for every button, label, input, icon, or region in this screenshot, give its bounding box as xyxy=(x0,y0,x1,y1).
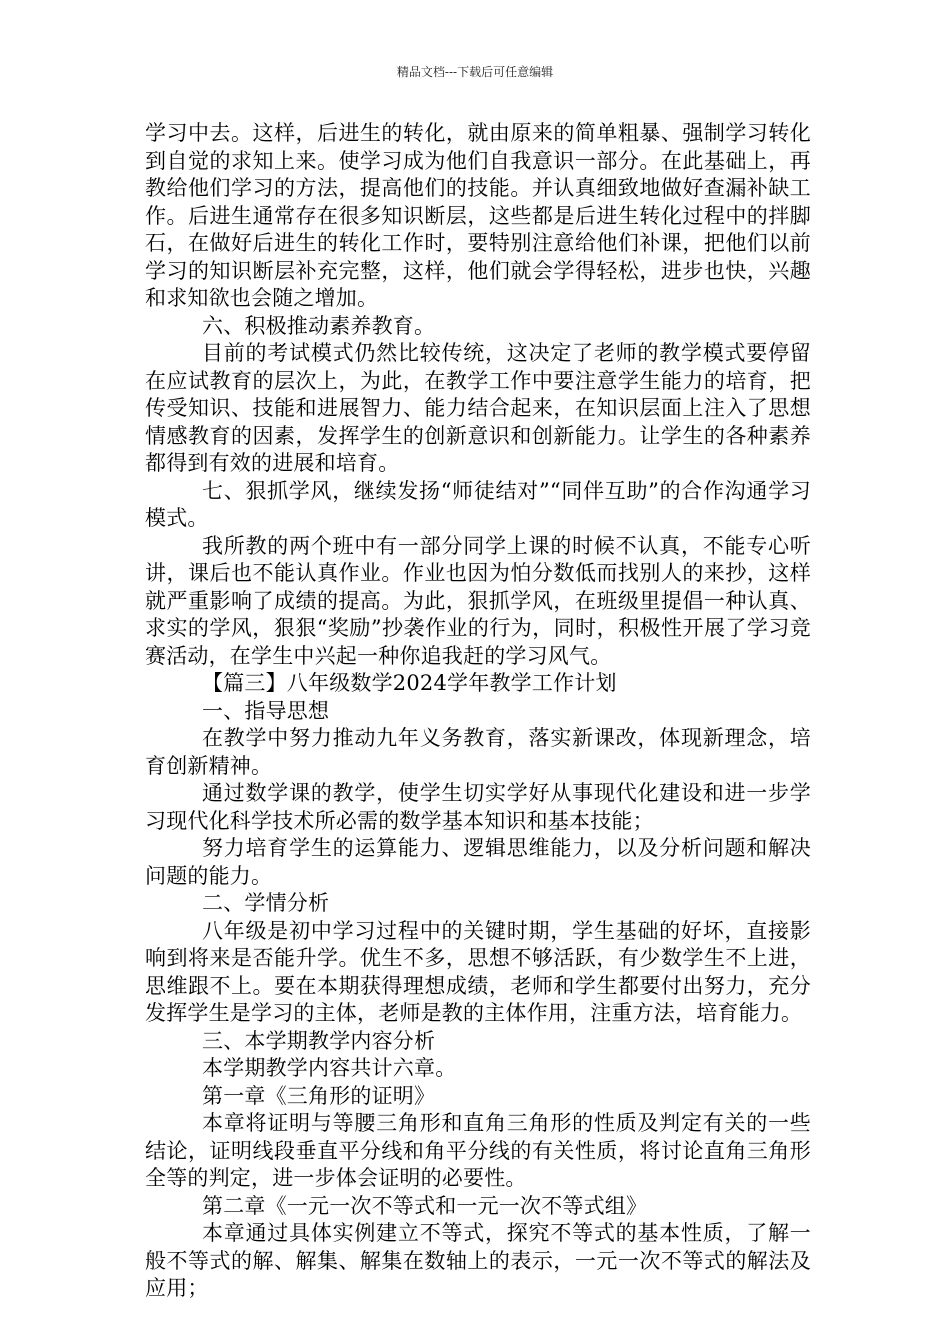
paragraph: 本章将证明与等腰三角形和直角三角形的性质及判定有关的一些结论，证明线段垂直平分线和角平分线的有关性质，将讨论直角三角形全等的判定，进一步体会证明的必要性。 xyxy=(145,1111,811,1190)
paragraph: 努力培育学生的运算能力、逻辑思维能力，以及分析问题和解决问题的能力。 xyxy=(145,836,811,888)
section-heading-7: 七、狠抓学风，继续发扬“师徒结对”“同伴互助”的合作沟通学习模式。 xyxy=(145,478,811,530)
paragraph-continued: 学习中去。这样，后进生的转化，就由原来的简单粗暴、强制学习转化到自觉的求知上来。使学习成为他们自我意识一部分。在此基础上，再教给他们学习的方法，提高他们的技能。并认真细致地做好查漏补缺工作。后进生通常存在很多知识断层，这些都是后进生转化过程中的拌脚石，在做好后进生的转化工作时，要特别注意给他们补课，把他们以前学习的知识断层补充完整，这样，他们就会学得轻松，进步也快，兴趣和求知欲也会随之增加。 xyxy=(145,121,811,310)
paragraph: 通过数学课的教学，使学生切实学好从事现代化建设和进一步学习现代化科学技术所必需的数学基本知识和基本技能； xyxy=(145,781,811,833)
paragraph: 在教学中努力推动九年义务教育，落实新课改，体现新理念，培育创新精神。 xyxy=(145,726,811,778)
document-body xyxy=(145,120,811,1303)
paragraph: 目前的考试模式仍然比较传统，这决定了老师的教学模式要停留在应试教育的层次上，为此，在教学工作中要注意学生能力的培育，把传受知识、技能和进展智力、能力结合起来，在知识层面上注入了思想情感教育的因素，发挥学生的创新意识和创新能力。让学生的各种素养都得到有效的进展和培育。 xyxy=(145,341,811,475)
paragraph: 本学期教学内容共计六章。 xyxy=(202,1056,457,1080)
chapter-heading-2: 第二章《一元一次不等式和一元一次不等式组》 xyxy=(202,1193,648,1218)
section-heading-2: 二、学情分析 xyxy=(202,891,330,915)
section-heading-1: 一、指导思想 xyxy=(202,698,330,723)
paragraph: 我所教的两个班中有一部分同学上课的时候不认真，不能专心听讲，课后也不能认真作业。作业也因为怕分数低而找别人的来抄，这样就严重影响了成绩的提高。为此，狠抓学风，在班级里提倡一种认真、求实的学风，狠狠“奖励”抄袭作业的行为，同时，积极性开展了学习竞赛活动，在学生中兴起一种你追我赶的学习风气。 xyxy=(145,533,811,668)
section-heading-3: 三、本学期教学内容分析 xyxy=(202,1028,436,1053)
section-heading-6: 六、积极推动素养教育。 xyxy=(202,313,436,338)
article-title: 【篇三】八年级数学2024学年教学工作计划 xyxy=(202,671,617,695)
paragraph: 本章通过具体实例建立不等式，探究不等式的基本性质，了解一般不等式的解、解集、解集在数轴上的表示，一元一次不等式的解法及应用； xyxy=(145,1221,811,1300)
page-header: 精品文档---下载后可任意编辑 xyxy=(396,65,554,79)
paragraph: 八年级是初中学习过程中的关键时期，学生基础的好坏，直接影响到将来是否能升学。优生不多，思想不够活跃，有少数学生不上进，思维跟不上。要在本期获得理想成绩，老师和学生都要付出努力，充分发挥学生是学习的主体，老师是教的主体作用，注重方法，培育能力。 xyxy=(145,918,811,1025)
chapter-heading-1: 第一章《三角形的证明》 xyxy=(202,1083,436,1108)
